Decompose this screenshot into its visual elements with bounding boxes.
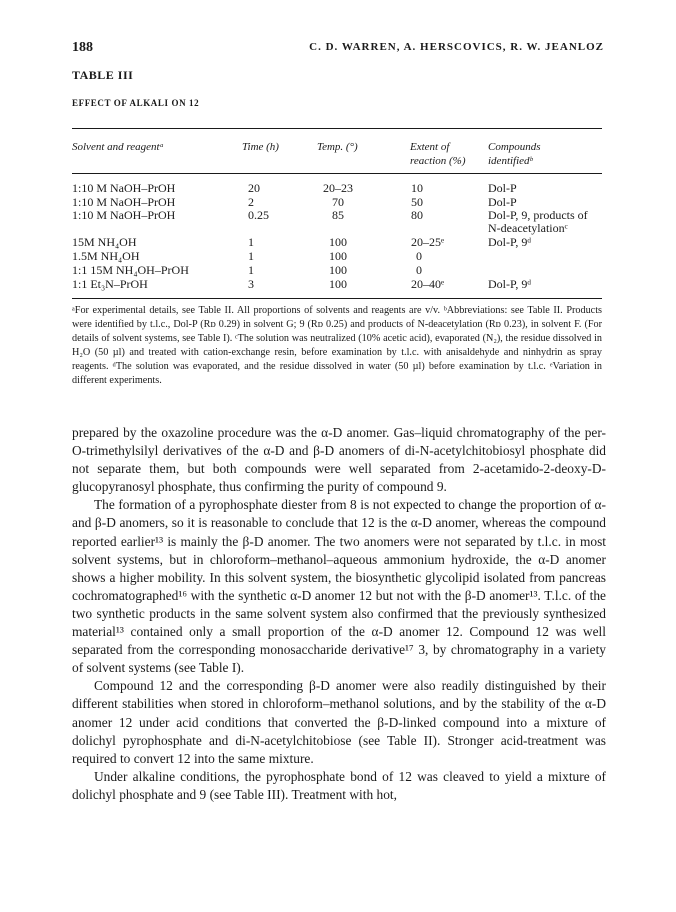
cell-temp: 100 xyxy=(329,277,347,291)
table-bottom-rule xyxy=(72,298,602,299)
cell-solvent: 1:1 15M NH₄OH–PrOH xyxy=(72,263,189,277)
header-time: Time (h) xyxy=(242,141,279,153)
cell-extent: 20–25ᵉ xyxy=(411,235,445,249)
cell-compounds: Dol-P, 9, products of xyxy=(488,208,588,222)
cell-temp: 85 xyxy=(332,208,344,222)
cell-time: 3 xyxy=(248,277,254,291)
cell-time: 1 xyxy=(248,263,254,277)
cell-temp: 100 xyxy=(329,263,347,277)
table-label: TABLE III xyxy=(72,68,134,82)
cell-extent: 50 xyxy=(411,195,423,209)
cell-compounds-continued: N-deacetylationᶜ xyxy=(488,221,568,235)
paragraph: The formation of a pyrophosphate diester from 8 is not expected to change the proportion of α- and β-D anomers, so it is reasonable to conclude that 12 is the α-D anomer, whereas the compound reported earlier¹³ is mainly the β-D anomer. The two anomers were not separated by t.l.c. in most solvent systems, but in chloroform–methanol–aqueous ammonium hydroxide, the α-D anomer shows a higher mobility. In this solvent system, the biosynthetic glycolipid isolated from pancreas cochromatographed¹⁶ with the synthetic α-D anomer 12 but not with the β-D anomer¹³. T.l.c. of the two synthetic products in the same solvent system also confirmed that the previously synthesized material¹³ contained only a small proportion of the α-D anomer 12. Compound 12 was well separated from the corresponding monosaccharide derivative¹⁷ 3, by chromatography in a variety of solvent systems (see Table I). xyxy=(72,497,606,676)
cell-solvent: 1:10 M NaOH–PrOH xyxy=(72,181,176,195)
cell-time: 0.25 xyxy=(248,208,269,222)
cell-compounds: Dol-P xyxy=(488,181,517,195)
cell-extent: 80 xyxy=(411,208,423,222)
footnote-text: ᵃFor experimental details, see Table II. All proportions of solvents and reagents are v/v. ᵇAbbreviations: see Table II. Products were identified by t.l.c., Dol-P (Rᴅ 0.29) in solvent G; 9 (Rᴅ 0.25) and products of N-deacetylation (Rᴅ 0.23), in solvent F. (For details of solvent systems, see Table I). ᶜThe solution was neutralized (10% acetic acid), evaporated (N₂), the residue dissolved in H₂O (50 µl) and treated with cation-exchange resin, before examination by t.l.c. with anisaldehyde and ninhydrin as spray reagents. ᵈThe solution was evaporated, and the residue dissolved in water (50 µl) before examination by t.l.c. ᵉVariation in different experiments. xyxy=(72,305,602,386)
table-top-rule xyxy=(72,128,602,129)
cell-time: 2 xyxy=(248,195,254,209)
cell-extent: 20–40ᵉ xyxy=(411,277,445,291)
cell-temp: 100 xyxy=(329,235,347,249)
paragraph: Compound 12 and the corresponding β-D anomer were also readily distinguished by their different stabilities when stored in chloroform–methanol solutions, and by the stability of the α-D anomer 12 under acid conditions that converted the β-D-linked compound into a mixture of dolichyl pyrophosphate and di-N-acetylchitobiose (see Table II). Stronger acid-treatment was required to convert 12 into the same mixture. xyxy=(72,678,606,766)
cell-compounds: Dol-P, 9ᵈ xyxy=(488,277,532,291)
paragraph: prepared by the oxazoline procedure was the α-D anomer. Gas–liquid chromatography of the per-O-trimethylsilyl derivatives of the α-D and β-D anomers of di-N-acetylchitobiosyl phosphate did not separate them, but both compounds were well separated from 2-acetamido-2-deoxy-D-glucopyranosyl phosphate, thus confirming the purity of compound 9. xyxy=(72,425,606,495)
table-footnotes xyxy=(72,304,602,388)
cell-solvent: 1:1 Et₃N–PrOH xyxy=(72,277,148,291)
header-compounds: Compounds identifiedᵇ xyxy=(488,141,541,167)
cell-solvent: 1.5M NH₄OH xyxy=(72,249,140,263)
running-head-authors: C. D. WARREN, A. HERSCOVICS, R. W. JEANLOZ xyxy=(309,41,604,53)
cell-solvent: 1:10 M NaOH–PrOH xyxy=(72,208,176,222)
cell-time: 1 xyxy=(248,249,254,263)
cell-compounds: Dol-P xyxy=(488,195,517,209)
table-caption: EFFECT OF ALKALI ON 12 xyxy=(72,98,200,108)
body-text xyxy=(72,424,606,804)
cell-time: 20 xyxy=(248,181,260,195)
header-solvent: Solvent and reagentᵃ xyxy=(72,141,164,153)
cell-compounds: Dol-P, 9ᵈ xyxy=(488,235,532,249)
cell-time: 1 xyxy=(248,235,254,249)
cell-temp: 100 xyxy=(329,249,347,263)
cell-extent: 0 xyxy=(416,263,422,277)
cell-solvent: 1:10 M NaOH–PrOH xyxy=(72,195,176,209)
running-head xyxy=(72,40,604,56)
paragraph: Under alkaline conditions, the pyrophosphate bond of 12 was cleaved to yield a mixture of dolichyl phosphate and 9 (see Table III). Treatment with hot, xyxy=(72,768,606,802)
cell-temp: 20–23 xyxy=(323,181,353,195)
header-temp: Temp. (°) xyxy=(317,141,358,153)
cell-extent: 0 xyxy=(416,249,422,263)
page-number: 188 xyxy=(72,40,93,55)
cell-extent: 10 xyxy=(411,181,423,195)
header-extent: Extent of reaction (%) xyxy=(410,141,466,167)
table-header-rule xyxy=(72,173,602,174)
cell-temp: 70 xyxy=(332,195,344,209)
cell-solvent: 15M NH₄OH xyxy=(72,235,137,249)
